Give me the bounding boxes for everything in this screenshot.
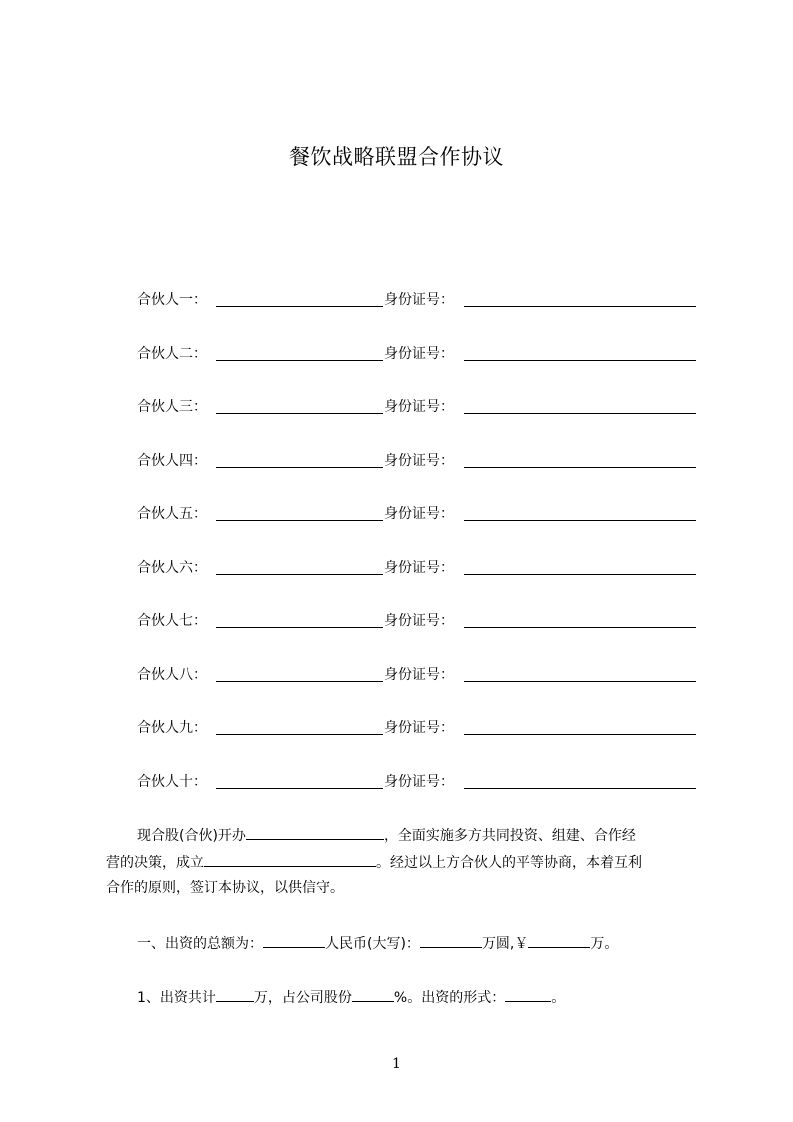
partner-label: 合伙人七： <box>137 613 207 629</box>
id-number-label: 身份证号： <box>384 452 454 469</box>
intro-text: 合作的原则，签订本协议，以供信守。 <box>106 880 344 896</box>
id-number-blank <box>464 788 696 789</box>
section-text: 人民币(大写)： <box>325 936 420 952</box>
partner-name-blank <box>216 520 383 521</box>
intro-text: ，全面实施多方共同投资、组建、合作经 <box>383 828 636 844</box>
partner-name-blank <box>216 467 383 468</box>
partner-row <box>137 451 702 505</box>
partner-list <box>137 290 702 825</box>
intro-text: 现合股(合伙)开办 <box>137 828 246 844</box>
document-title: 餐饮战略联盟合作协议 <box>289 145 504 169</box>
partner-label: 合伙人九： <box>137 720 207 736</box>
id-number-label: 身份证号： <box>384 399 454 415</box>
partner-label: 合伙人四： <box>137 452 207 469</box>
partner-row <box>137 290 702 344</box>
id-number-label: 身份证号： <box>384 345 454 362</box>
id-number-blank <box>464 306 696 307</box>
section-text: 万。 <box>590 936 619 952</box>
section-1-capital <box>137 932 618 954</box>
partner-label: 合伙人二： <box>137 345 207 362</box>
id-number-label: 身份证号： <box>384 292 454 308</box>
intro-line-3 <box>106 878 344 898</box>
partner-name-blank <box>216 360 383 361</box>
partner-row <box>137 611 702 665</box>
partner-name-blank <box>216 788 383 789</box>
partner-name-blank <box>216 306 383 307</box>
capital-total-blank <box>263 932 325 948</box>
intro-line-2 <box>106 851 642 873</box>
partner-label: 合伙人三： <box>137 399 207 415</box>
partner-name-blank <box>216 734 383 735</box>
id-number-label: 身份证号： <box>384 720 454 736</box>
partner-label: 合伙人八： <box>137 666 207 683</box>
partner-row <box>137 397 702 451</box>
clause-text: 万，占公司股份 <box>253 990 352 1006</box>
id-number-blank <box>464 574 696 575</box>
id-number-label: 身份证号： <box>384 666 454 683</box>
partner-row <box>137 718 702 772</box>
id-number-blank <box>464 734 696 735</box>
partner-name-blank <box>216 413 383 414</box>
id-number-blank <box>464 413 696 414</box>
partner-row <box>137 558 702 612</box>
company-name-blank <box>204 851 376 867</box>
contribution-form-blank <box>505 986 551 1002</box>
partner-name-blank <box>216 574 383 575</box>
share-percent-blank <box>352 986 394 1002</box>
id-number-blank <box>464 360 696 361</box>
page-number: 1 <box>392 1056 401 1072</box>
intro-line-1 <box>137 824 636 846</box>
id-number-label: 身份证号： <box>384 773 454 790</box>
partner-row <box>137 504 702 558</box>
section-text: 万圆,￥ <box>481 936 529 952</box>
partner-row <box>137 344 702 398</box>
clause-text: 。 <box>551 990 566 1006</box>
section-text: 一、出资的总额为： <box>137 936 263 952</box>
id-number-label: 身份证号： <box>384 559 454 576</box>
capital-chinese-blank <box>420 932 482 948</box>
contribution-amount-blank <box>216 986 254 1002</box>
partner-row <box>137 665 702 719</box>
id-number-blank <box>464 681 696 682</box>
id-number-blank <box>464 520 696 521</box>
capital-number-blank <box>528 932 590 948</box>
partner-label: 合伙人五： <box>137 506 207 522</box>
partner-label: 合伙人六： <box>137 559 207 576</box>
intro-text: 。经过以上方合伙人的平等协商，本着互利 <box>376 855 642 871</box>
partner-label: 合伙人十： <box>137 773 207 790</box>
intro-text: 营的决策，成立 <box>106 855 204 871</box>
clause-1-contribution <box>137 986 565 1008</box>
clause-text: 1、出资共计 <box>137 990 216 1006</box>
business-name-blank <box>246 824 384 840</box>
partner-row <box>137 772 702 826</box>
id-number-blank <box>464 467 696 468</box>
id-number-label: 身份证号： <box>384 613 454 629</box>
clause-text: %。出资的形式： <box>393 990 506 1006</box>
partner-label: 合伙人一： <box>137 292 207 308</box>
partner-name-blank <box>216 627 383 628</box>
id-number-blank <box>464 627 696 628</box>
id-number-label: 身份证号： <box>384 506 454 522</box>
partner-name-blank <box>216 681 383 682</box>
